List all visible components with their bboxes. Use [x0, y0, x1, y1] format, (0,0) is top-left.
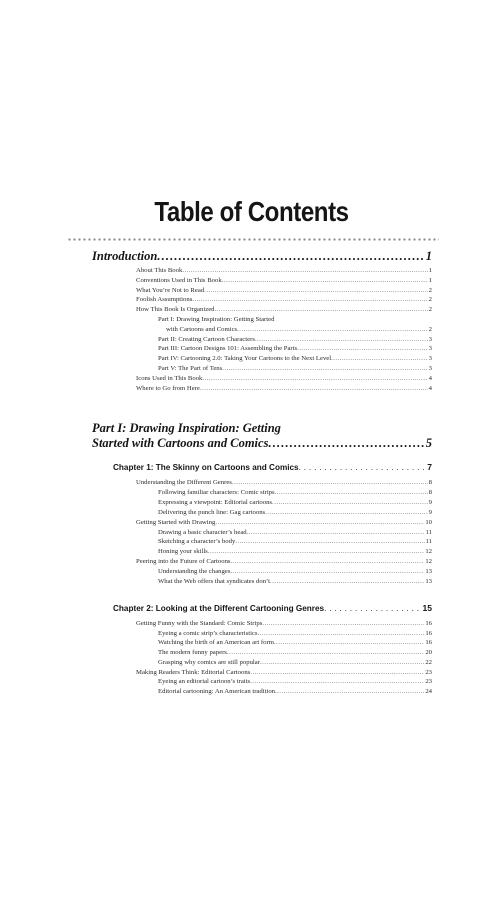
entry-page: 2	[428, 296, 432, 304]
toc-entry[interactable]	[136, 276, 432, 285]
entry-page: 23	[425, 668, 432, 676]
part-title-line2: Started with Cartoons and Comics	[92, 436, 269, 450]
entry-page: 4	[428, 384, 432, 392]
toc-entry[interactable]	[158, 528, 432, 537]
entry-page: 8	[428, 479, 432, 486]
entry-page: 2	[428, 306, 432, 314]
toc-entry[interactable]	[166, 325, 432, 334]
entry-page: 13	[425, 578, 432, 585]
dot-leader	[222, 364, 427, 373]
section-label: Introduction	[92, 249, 158, 263]
entry-text: Foolish Assumptions	[136, 296, 193, 304]
dot-leader	[215, 305, 428, 314]
toc-entry[interactable]	[158, 577, 432, 586]
toc-entry[interactable]	[158, 648, 432, 657]
entry-text: Making Readers Think: Editorial Cartoons	[136, 668, 251, 676]
toc-entry[interactable]	[158, 537, 432, 546]
entry-text: with Cartoons and Comics	[166, 325, 238, 333]
entry-page: 20	[425, 649, 432, 657]
dot-leader	[232, 478, 428, 487]
dot-leader	[192, 295, 427, 304]
entry-text: Understanding the changes	[158, 568, 231, 576]
dot-leader	[262, 619, 424, 628]
entry-page: 9	[428, 498, 432, 506]
dot-leader	[227, 648, 424, 657]
dot-leader	[215, 518, 424, 527]
entry-text: Icons Used in This Book	[136, 374, 203, 382]
dot-leader	[260, 658, 424, 667]
entry-text: What You’re Not to Read	[136, 286, 205, 294]
chapter-label: Chapter 2: Looking at the Different Cartooning Genres	[113, 604, 325, 613]
chapter-label: Chapter 1: The Skinny on Cartoons and Comics	[113, 463, 299, 472]
dot-leader	[275, 488, 428, 497]
entry-text: Drawing a basic character’s head	[158, 528, 247, 536]
entry-page: 3	[428, 365, 432, 372]
toc-entry[interactable]	[136, 668, 432, 677]
part-title-line1: Part I: Drawing Inspiration: Getting	[92, 421, 281, 435]
entry-page: 10	[425, 518, 432, 526]
dot-leader	[182, 266, 427, 275]
toc-entry[interactable]	[136, 518, 432, 527]
dot-leader	[202, 374, 427, 383]
dot-leader	[299, 463, 426, 472]
toc-entry[interactable]	[136, 374, 432, 383]
entry-page: 3	[428, 345, 432, 353]
dot-leader	[231, 557, 425, 566]
entry-text: Conventions Used in This Book	[136, 276, 222, 284]
dot-leader	[237, 325, 428, 334]
entry-text: Honing your skills	[158, 548, 208, 556]
entry-text: Part III: Cartoon Designs 101: Assembling the Parts	[158, 345, 298, 353]
entry-text: Peering into the Future of Cartoons	[136, 558, 231, 566]
dot-leader	[268, 436, 423, 451]
dot-leader	[297, 344, 428, 353]
toc-entry[interactable]	[158, 335, 432, 344]
entry-page: 9	[428, 508, 432, 516]
dot-leader	[222, 276, 428, 285]
dot-leader	[331, 354, 428, 363]
toc-chapter-2[interactable]	[113, 603, 432, 613]
toc-entry[interactable]	[136, 384, 432, 393]
toc-entry[interactable]	[158, 315, 432, 324]
dot-leader	[250, 677, 424, 686]
dot-leader	[230, 567, 424, 576]
dot-leader	[324, 604, 420, 613]
entry-text: Grasping why comics are still popular	[158, 658, 260, 666]
toc-entry[interactable]	[158, 547, 432, 556]
entry-page: 12	[425, 548, 432, 556]
entry-page: 2	[428, 325, 432, 333]
toc-entry[interactable]	[136, 619, 432, 628]
toc-part-1[interactable]	[92, 421, 432, 451]
entry-page: 3	[428, 355, 432, 363]
toc-entry[interactable]	[158, 687, 432, 696]
entry-page: 1	[428, 267, 432, 274]
dot-leader	[270, 577, 424, 586]
entry-page: 1	[428, 276, 432, 284]
toc-entry[interactable]	[158, 488, 432, 497]
dot-leader	[274, 638, 424, 647]
toc-chapter-1[interactable]	[113, 462, 432, 472]
entry-page: 12	[425, 558, 432, 566]
toc-entry[interactable]	[158, 567, 432, 576]
toc-entry[interactable]	[158, 344, 432, 353]
dot-leader	[157, 249, 423, 264]
entry-page: 4	[428, 374, 432, 382]
dot-leader	[235, 537, 424, 546]
dot-leader	[247, 528, 425, 537]
entry-page: 8	[428, 488, 432, 496]
toc-section-introduction[interactable]	[92, 249, 432, 264]
toc-entry[interactable]	[158, 364, 432, 373]
dot-leader	[200, 384, 428, 393]
dot-leader	[275, 687, 424, 696]
entry-page: 24	[425, 687, 432, 695]
dot-leader	[250, 668, 424, 677]
entry-page: 16	[425, 629, 432, 637]
entry-text: Getting Funny with the Standard: Comic Strips	[136, 620, 263, 627]
toc-entry[interactable]	[158, 677, 432, 686]
entry-text: Getting Started with Drawing	[136, 518, 216, 526]
toc-entry[interactable]	[136, 286, 432, 295]
entry-page: 16	[425, 639, 432, 647]
entry-page: 11	[425, 538, 432, 546]
entry-page: 23	[425, 678, 432, 686]
dot-leader	[265, 508, 428, 517]
toc-entry[interactable]	[136, 305, 432, 314]
entry-text: Understanding the Different Genres	[136, 479, 232, 486]
entry-page: 22	[425, 658, 432, 666]
toc-entry[interactable]	[158, 638, 432, 647]
entry-text: Where to Go from Here	[136, 384, 200, 392]
chapter-page: 7	[427, 462, 432, 472]
dot-leader	[204, 286, 427, 295]
dotted-divider	[67, 238, 439, 241]
toc-entry[interactable]	[158, 658, 432, 667]
entry-text: Delivering the punch line: Gag cartoons	[158, 508, 266, 516]
dot-leader	[255, 335, 428, 344]
toc-entry[interactable]	[136, 478, 432, 487]
entry-page: 13	[425, 568, 432, 576]
entry-page: 16	[425, 620, 432, 627]
entry-text: Part V: The Part of Tens	[158, 365, 223, 372]
entry-text: What the Web offers that syndicates don’t	[158, 578, 271, 585]
chapter-page: 15	[422, 603, 432, 613]
entry-text: Part I: Drawing Inspiration: Getting Started	[158, 316, 275, 323]
dot-leader	[272, 498, 428, 507]
entry-text: How This Book Is Organized	[136, 306, 215, 314]
entry-text: Expressing a viewpoint: Editorial cartoons	[158, 498, 273, 506]
page-title: Table of Contents	[154, 196, 349, 227]
dot-leader	[208, 547, 425, 556]
toc-entry[interactable]	[158, 498, 432, 507]
toc-entry[interactable]	[136, 295, 432, 304]
entry-text: Watching the birth of an American art form	[158, 639, 274, 647]
entry-text: About This Book	[136, 267, 183, 274]
toc-entry[interactable]	[158, 508, 432, 517]
entry-page: 3	[428, 335, 432, 343]
entry-text: Sketching a character’s body	[158, 538, 236, 546]
part-page: 5	[425, 436, 432, 450]
entry-text: Part IV: Cartooning 2.0: Taking Your Cartoons to the Next Level	[158, 355, 332, 363]
entry-text: Editorial cartooning: An American tradition	[158, 687, 276, 695]
entry-text: Eyeing an editorial cartoon’s traits	[158, 678, 251, 686]
entry-text: Eyeing a comic strip’s characteristics	[158, 629, 258, 637]
section-page: 1	[425, 249, 432, 263]
entry-text: Part II: Creating Cartoon Characters	[158, 335, 255, 343]
entry-text: Following familiar characters: Comic strips	[158, 488, 275, 496]
toc-entry[interactable]	[158, 629, 432, 638]
entry-page: 2	[428, 286, 432, 294]
entry-page: 11	[425, 528, 432, 536]
dot-leader	[258, 629, 425, 638]
toc-entry[interactable]	[136, 557, 432, 566]
toc-entry[interactable]	[158, 354, 432, 363]
toc-entry[interactable]	[136, 266, 432, 275]
entry-text: The modern funny papers	[158, 649, 227, 657]
